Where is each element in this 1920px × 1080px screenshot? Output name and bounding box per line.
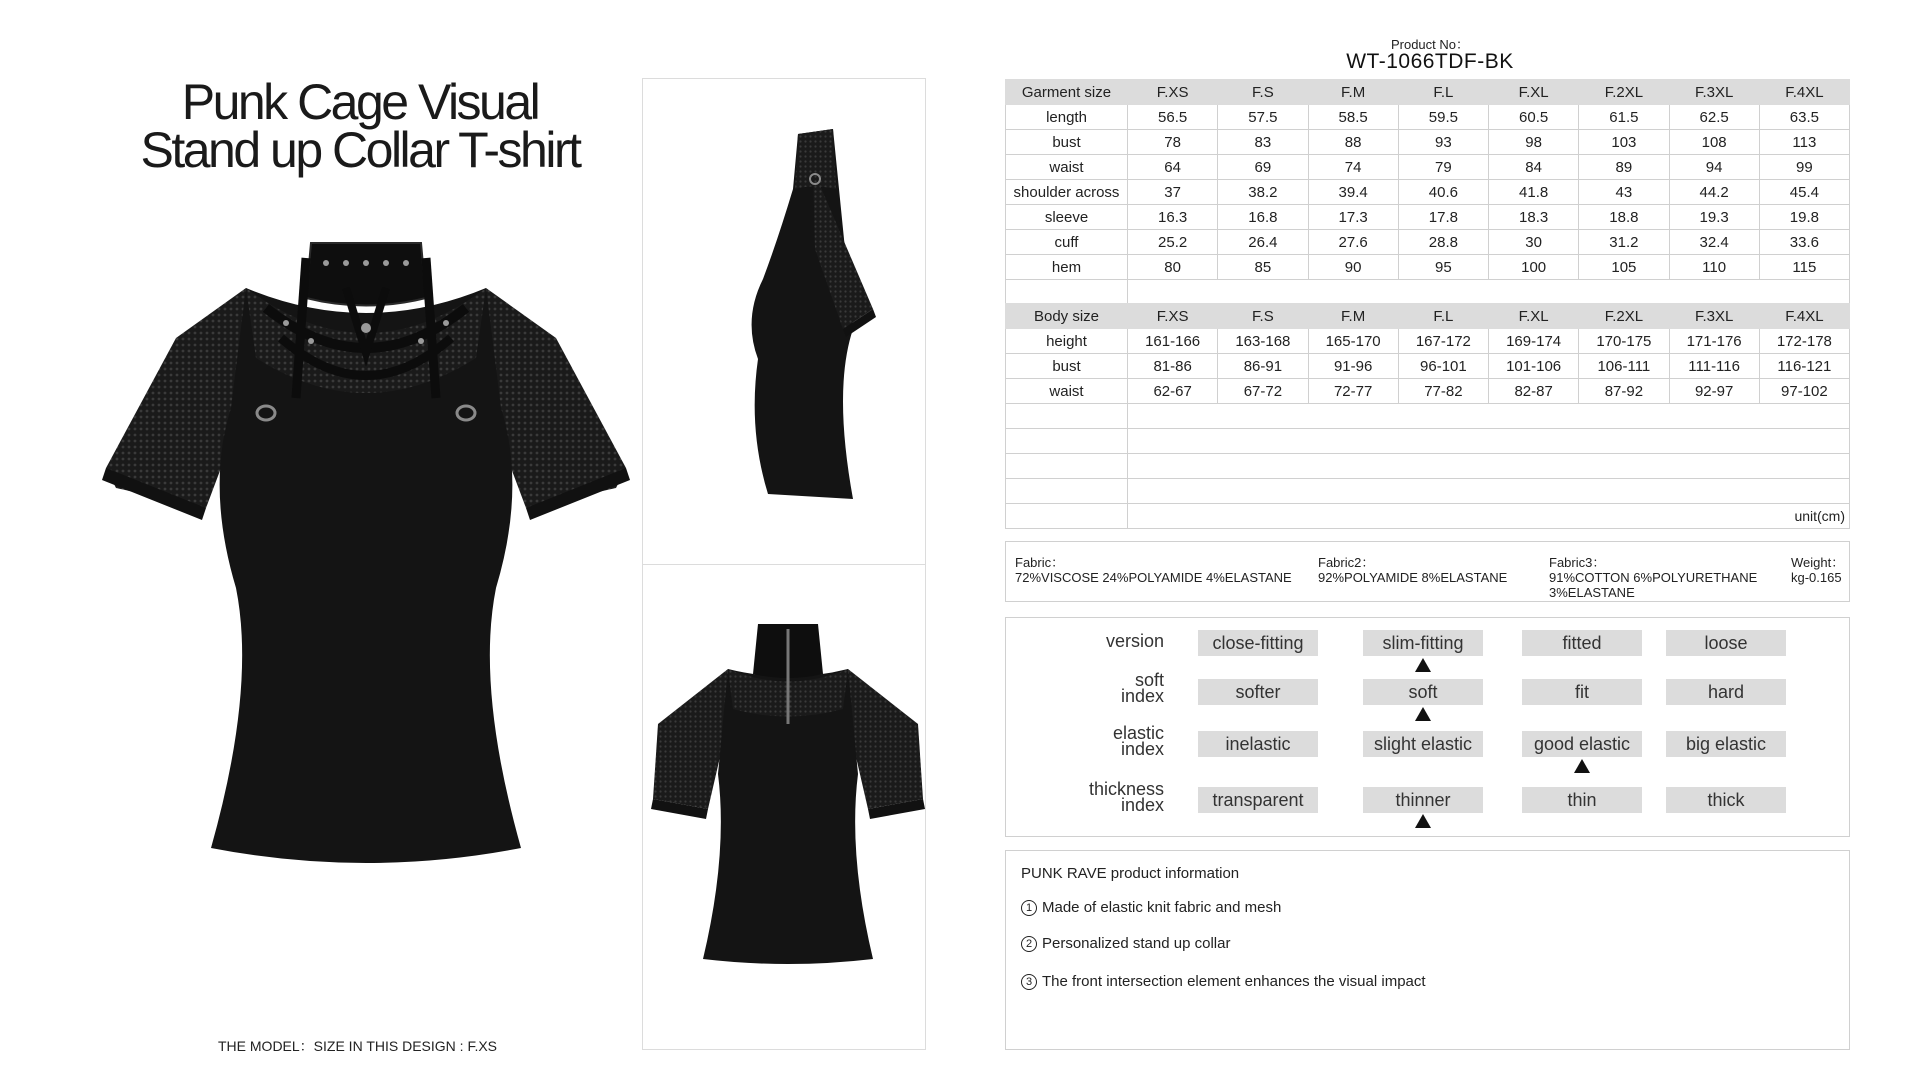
table-cell: 25.2 (1128, 230, 1218, 255)
option-chip: inelastic (1198, 731, 1318, 757)
table-cell: 16.3 (1128, 205, 1218, 230)
fabric-1 (1015, 555, 1292, 585)
weight-value: kg-0.165 (1791, 570, 1842, 585)
info-item (1021, 899, 1281, 916)
table-cell: 111-116 (1669, 354, 1759, 379)
table-cell: 115 (1759, 255, 1849, 280)
table-row (1006, 230, 1850, 255)
attr-label-line: elastic (1112, 723, 1164, 743)
header-cell: F.L (1398, 304, 1488, 329)
row-label: height (1006, 329, 1128, 354)
info-item (1021, 935, 1230, 952)
option-chip: loose (1666, 630, 1786, 656)
selected-marker (1415, 658, 1431, 672)
fabric-3-value-line-1: 91%COTTON 6%POLYURETHANE (1549, 570, 1758, 585)
table-cell: 91-96 (1308, 354, 1398, 379)
fabric-1-label: Fabric： (1015, 555, 1065, 570)
row-label: cuff (1006, 230, 1128, 255)
table-cell: 100 (1489, 255, 1579, 280)
table-cell: 172-178 (1759, 329, 1849, 354)
table-cell: 88 (1308, 130, 1398, 155)
table-cell: 85 (1218, 255, 1308, 280)
option-chip: transparent (1198, 787, 1318, 813)
header-cell: F.M (1308, 80, 1398, 105)
info-title: PUNK RAVE product information (1021, 865, 1240, 882)
attr-label-soft-index (1121, 672, 1164, 704)
header-cell: F.M (1308, 304, 1398, 329)
table-cell: 44.2 (1669, 180, 1759, 205)
attr-label-line: thickness (1088, 779, 1164, 799)
header-cell: F.3XL (1669, 304, 1759, 329)
table-cell: 57.5 (1218, 105, 1308, 130)
table-cell: 116-121 (1759, 354, 1849, 379)
header-cell: F.3XL (1669, 80, 1759, 105)
table-cell: 90 (1308, 255, 1398, 280)
option-chip: fitted (1522, 630, 1642, 656)
table-cell: 19.3 (1669, 205, 1759, 230)
table-cell: 39.4 (1308, 180, 1398, 205)
item-number: 3 (1021, 974, 1037, 990)
table-row (1006, 329, 1850, 354)
fabric-1-value: 72%VISCOSE 24%POLYAMIDE 4%ELASTANE (1015, 570, 1292, 585)
table-cell: 28.8 (1398, 230, 1488, 255)
header-cell: F.XS (1128, 304, 1218, 329)
table-cell: 78 (1128, 130, 1218, 155)
table-cell: 64 (1128, 155, 1218, 180)
back-view-photo (648, 624, 928, 964)
option-chip: big elastic (1666, 731, 1786, 757)
blank-cell (1128, 404, 1850, 429)
row-label: shoulder across (1006, 180, 1128, 205)
table-cell: 169-174 (1489, 329, 1579, 354)
table-cell: 113 (1759, 130, 1849, 155)
header-cell: F.XS (1128, 80, 1218, 105)
table-cell: 69 (1218, 155, 1308, 180)
header-cell: Body size (1006, 304, 1128, 329)
row-label: hem (1006, 255, 1128, 280)
option-chip: slight elastic (1363, 731, 1483, 757)
table-cell: 30 (1489, 230, 1579, 255)
table-cell: 89 (1579, 155, 1669, 180)
option-chip: soft (1363, 679, 1483, 705)
table-cell: 83 (1218, 130, 1308, 155)
table-cell: 37 (1128, 180, 1218, 205)
table-cell: 62.5 (1669, 105, 1759, 130)
table-cell: 170-175 (1579, 329, 1669, 354)
row-label: waist (1006, 379, 1128, 404)
table-cell: 43 (1579, 180, 1669, 205)
option-chip: good elastic (1522, 731, 1642, 757)
side-view-photo (703, 129, 883, 509)
blank-cell (1006, 454, 1128, 479)
selected-marker (1574, 759, 1590, 773)
row-label: sleeve (1006, 205, 1128, 230)
table-cell: 19.8 (1759, 205, 1849, 230)
option-chip: thin (1522, 787, 1642, 813)
header-cell: F.2XL (1579, 304, 1669, 329)
table-row (1006, 255, 1850, 280)
fabric-2-value: 92%POLYAMIDE 8%ELASTANE (1318, 570, 1508, 585)
table-cell: 67-72 (1218, 379, 1308, 404)
blank-row (1006, 429, 1850, 454)
attr-label-thickness-index (1089, 781, 1164, 813)
item-text: Made of elastic knit fabric and mesh (1042, 899, 1282, 916)
table-cell: 84 (1489, 155, 1579, 180)
table-row (1006, 379, 1850, 404)
fabric-3-label: Fabric3： (1549, 555, 1606, 570)
unit-row (1006, 504, 1850, 529)
table-cell: 80 (1128, 255, 1218, 280)
blank-cell (1128, 280, 1850, 305)
table-cell: 72-77 (1308, 379, 1398, 404)
table-cell: 45.4 (1759, 180, 1849, 205)
body-size-table (1005, 303, 1850, 529)
table-cell: 81-86 (1128, 354, 1218, 379)
table-cell: 105 (1579, 255, 1669, 280)
header-cell: F.S (1218, 80, 1308, 105)
table-row (1006, 354, 1850, 379)
table-cell: 17.8 (1398, 205, 1488, 230)
blank-row (1006, 280, 1850, 305)
table-row (1006, 205, 1850, 230)
table-cell: 79 (1398, 155, 1488, 180)
header-cell: F.S (1218, 304, 1308, 329)
table-cell: 93 (1398, 130, 1488, 155)
info-item (1021, 973, 1426, 990)
option-chip: fit (1522, 679, 1642, 705)
garment-size-table (1005, 79, 1850, 305)
fabric-2 (1318, 555, 1507, 585)
row-label: length (1006, 105, 1128, 130)
table-header-row (1006, 80, 1850, 105)
table-cell: 99 (1759, 155, 1849, 180)
item-text: Personalized stand up collar (1042, 935, 1231, 952)
header-cell: F.L (1398, 80, 1488, 105)
table-cell: 56.5 (1128, 105, 1218, 130)
table-cell: 97-102 (1759, 379, 1849, 404)
option-chip: close-fitting (1198, 630, 1318, 656)
table-row (1006, 155, 1850, 180)
blank-cell (1128, 479, 1850, 504)
table-row (1006, 105, 1850, 130)
table-cell: 38.2 (1218, 180, 1308, 205)
selected-marker (1415, 707, 1431, 721)
table-cell: 87-92 (1579, 379, 1669, 404)
table-cell: 108 (1669, 130, 1759, 155)
table-cell: 101-106 (1489, 354, 1579, 379)
table-cell: 63.5 (1759, 105, 1849, 130)
product-number: WT-1066TDF-BK (1346, 50, 1514, 73)
panel-divider (643, 564, 925, 565)
header-cell: Garment size (1006, 80, 1128, 105)
table-cell: 161-166 (1128, 329, 1218, 354)
table-cell: 60.5 (1489, 105, 1579, 130)
option-chip: softer (1198, 679, 1318, 705)
item-number: 1 (1021, 900, 1037, 916)
unit-label: unit(cm) (1128, 504, 1850, 529)
title-line-2: Stand up Collar T-shirt (140, 122, 580, 178)
weight (1791, 555, 1844, 585)
table-cell: 167-172 (1398, 329, 1488, 354)
table-cell: 110 (1669, 255, 1759, 280)
fabric-3-value-line-2: 3%ELASTANE (1549, 585, 1635, 600)
table-cell: 106-111 (1579, 354, 1669, 379)
blank-cell (1006, 280, 1128, 305)
table-cell: 98 (1489, 130, 1579, 155)
header-cell: F.4XL (1759, 304, 1849, 329)
table-cell: 74 (1308, 155, 1398, 180)
blank-cell (1128, 454, 1850, 479)
blank-cell (1006, 404, 1128, 429)
table-cell: 94 (1669, 155, 1759, 180)
table-cell: 18.3 (1489, 205, 1579, 230)
option-chip: thick (1666, 787, 1786, 813)
table-cell: 61.5 (1579, 105, 1669, 130)
fabric-composition-box (1005, 541, 1850, 602)
table-cell: 31.2 (1579, 230, 1669, 255)
table-cell: 16.8 (1218, 205, 1308, 230)
table-cell: 165-170 (1308, 329, 1398, 354)
table-row (1006, 130, 1850, 155)
detail-photos-panel (642, 78, 926, 1050)
option-chip: thinner (1363, 787, 1483, 813)
product-info-box (1005, 850, 1850, 1050)
weight-label: Weight： (1791, 555, 1845, 570)
blank-cell (1006, 479, 1128, 504)
table-row (1006, 180, 1850, 205)
row-label: bust (1006, 130, 1128, 155)
table-cell: 163-168 (1218, 329, 1308, 354)
attr-label-line: index (1120, 739, 1164, 759)
attr-label-line: index (1120, 686, 1164, 706)
header-cell: F.XL (1489, 304, 1579, 329)
table-cell: 82-87 (1489, 379, 1579, 404)
table-cell: 103 (1579, 130, 1669, 155)
table-cell: 17.3 (1308, 205, 1398, 230)
attr-label-line: index (1120, 795, 1164, 815)
table-cell: 62-67 (1128, 379, 1218, 404)
table-cell: 33.6 (1759, 230, 1849, 255)
table-cell: 59.5 (1398, 105, 1488, 130)
attr-label-line: soft (1134, 670, 1164, 690)
option-chip: slim-fitting (1363, 630, 1483, 656)
attr-label-line: version (1105, 631, 1164, 651)
row-label: bust (1006, 354, 1128, 379)
item-text: The front intersection element enhances the visual impact (1042, 973, 1426, 990)
table-header-row (1006, 304, 1850, 329)
table-cell: 26.4 (1218, 230, 1308, 255)
table-cell: 40.6 (1398, 180, 1488, 205)
table-cell: 18.8 (1579, 205, 1669, 230)
option-chip: hard (1666, 679, 1786, 705)
fit-attributes-box (1005, 617, 1850, 837)
blank-cell (1128, 429, 1850, 454)
header-cell: F.4XL (1759, 80, 1849, 105)
row-label: waist (1006, 155, 1128, 180)
selected-marker (1415, 814, 1431, 828)
table-cell: 27.6 (1308, 230, 1398, 255)
attr-label-elastic-index (1113, 725, 1164, 757)
front-view-photo (96, 228, 636, 928)
table-cell: 95 (1398, 255, 1488, 280)
table-cell: 77-82 (1398, 379, 1488, 404)
table-cell: 41.8 (1489, 180, 1579, 205)
table-cell: 96-101 (1398, 354, 1488, 379)
title-line-1: Punk Cage Visual (181, 74, 539, 130)
fabric-3 (1549, 555, 1757, 600)
table-cell: 92-97 (1669, 379, 1759, 404)
attr-label-version (1106, 633, 1164, 649)
item-number: 2 (1021, 936, 1037, 952)
blank-row (1006, 454, 1850, 479)
table-cell: 58.5 (1308, 105, 1398, 130)
product-title (120, 74, 600, 178)
table-cell: 32.4 (1669, 230, 1759, 255)
fabric-2-label: Fabric2： (1318, 555, 1375, 570)
table-cell: 86-91 (1218, 354, 1308, 379)
blank-row (1006, 479, 1850, 504)
blank-cell (1006, 504, 1128, 529)
header-cell: F.XL (1489, 80, 1579, 105)
table-cell: 171-176 (1669, 329, 1759, 354)
header-cell: F.2XL (1579, 80, 1669, 105)
product-number-label: Product No： (1390, 37, 1470, 52)
model-size-note: THE MODEL：SIZE IN THIS DESIGN : F.XS (218, 1038, 498, 1054)
blank-cell (1006, 429, 1128, 454)
blank-row (1006, 404, 1850, 429)
